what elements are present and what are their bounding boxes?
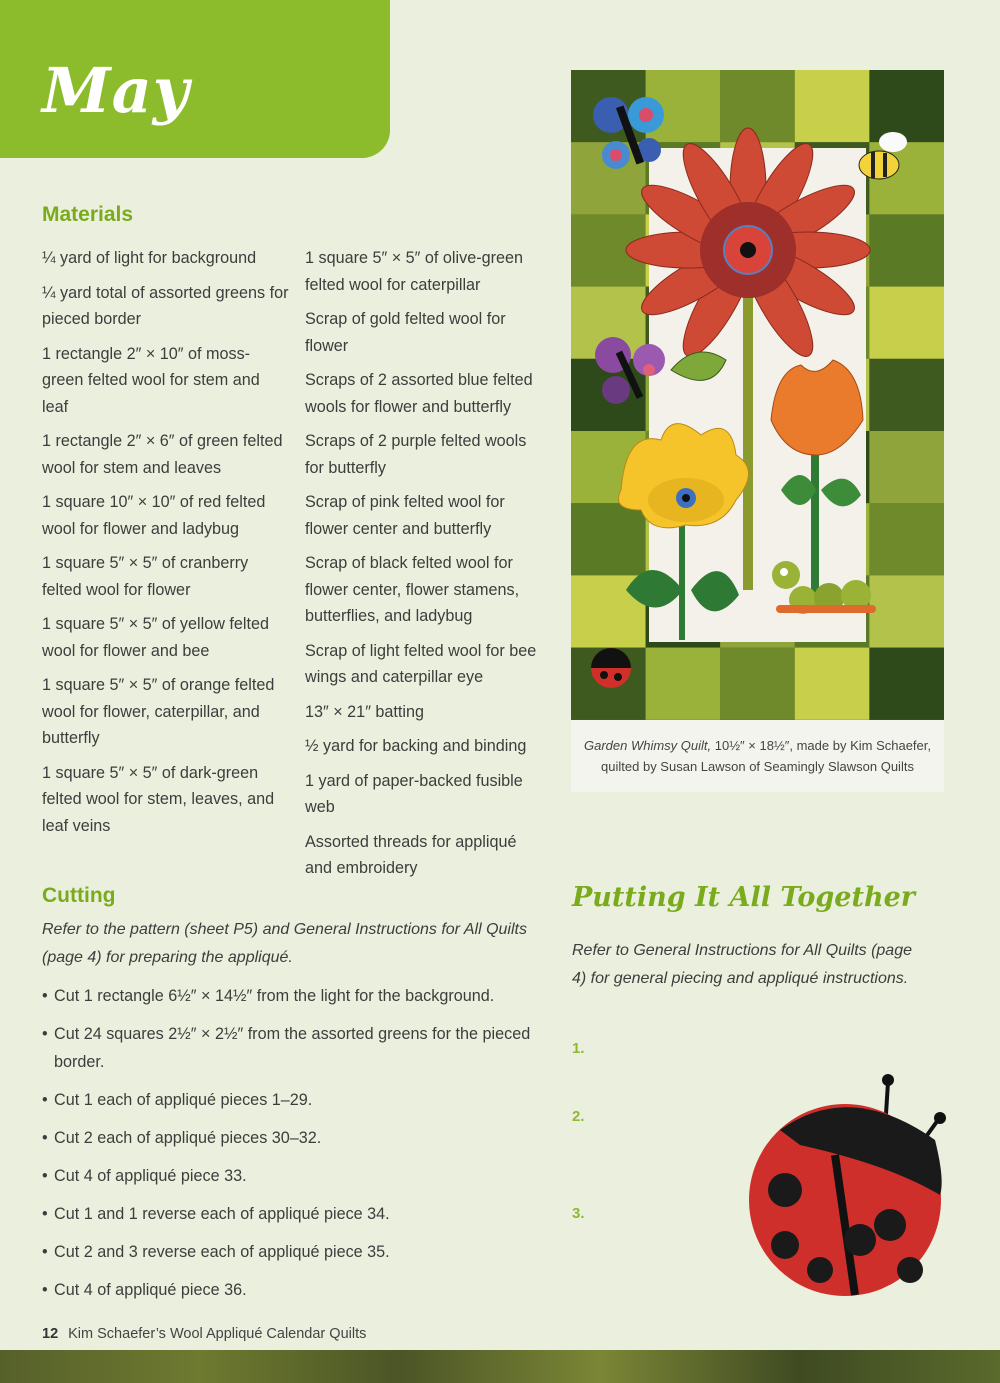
step-1: 1. [572,1040,585,1057]
materials-list-right [305,245,545,890]
material-item: Scrap of light felted wool for bee wings and caterpillar eye [305,641,537,686]
month-title: May [42,54,190,127]
together-intro: Refer to General Instructions for All Quilts (page 4) for general piecing and appliqué instructions. [572,942,912,987]
materials-heading: Materials [42,203,134,226]
cutting-item: • Cut 4 of appliqué piece 33. [42,1162,542,1190]
material-item: Scrap of black felted wool for flower center, flower stamens, butterflies, and ladybug [305,554,520,625]
cutting-item: • Cut 1 and 1 reverse each of appliqué piece 34. [42,1200,542,1228]
material-item: ¼ yard total of assorted greens for pieced border [42,283,289,328]
step-2: 2. [572,1108,585,1125]
book-title: Kim Schaefer’s Wool Appliqué Calendar Quilts [68,1326,367,1342]
material-item: Assorted threads for appliqué and embroidery [305,832,517,877]
quilt-illustration [571,70,944,720]
page-footer [42,1326,366,1342]
material-item: 1 square 5″ × 5″ of cranberry felted wool for flower [42,554,249,599]
material-item: 1 square 5″ × 5″ of yellow felted wool for flower and bee [42,615,269,660]
cutting-item: • Cut 24 squares 2½″ × 2½″ from the assorted greens for the pieced border. [42,1020,542,1076]
cutting-item: • Cut 2 and 3 reverse each of appliqué piece 35. [42,1238,542,1266]
quilt-photo-card [571,70,944,792]
material-item: 13″ × 21″ batting [305,702,425,721]
cutting-item: • Cut 4 of appliqué piece 36. [42,1276,542,1304]
month-tab [0,0,390,158]
material-item: 1 square 5″ × 5″ of olive-green felted wool for caterpillar [305,249,523,294]
cutting-item: • Cut 1 rectangle 6½″ × 14½″ from the light for the background. [42,982,542,1010]
step-3: 3. [572,1205,585,1222]
cutting-heading: Cutting [42,884,116,907]
cutting-list [42,982,542,1314]
material-item: ½ yard for backing and binding [305,737,527,755]
material-item: 1 yard of paper-backed fusible web [305,771,523,816]
cutting-intro: Refer to the pattern (sheet P5) and General Instructions for All Quilts (page 4) for preparing the appliqué. [42,921,527,966]
material-item: Scraps of 2 purple felted wools for butterfly [305,432,527,477]
material-item: Scrap of gold felted wool for flower [305,310,506,355]
bottom-photo-strip [0,1350,1000,1383]
quilt-photo [571,70,944,720]
material-item: 1 square 5″ × 5″ of dark-green felted wool for stem, leaves, and leaf veins [42,763,275,835]
cutting-item: • Cut 2 each of appliqué pieces 30–32. [42,1124,542,1152]
photo-caption: Garden Whimsy Quilt, 10½″ × 18½″, made by Kim Schaefer, quilted by Susan Lawson of Seamingly Slawson Quilts [583,738,931,774]
cutting-item: • Cut 1 each of appliqué pieces 1–29. [42,1086,542,1114]
material-item: 1 square 5″ × 5″ of orange felted wool for flower, caterpillar, and butterfly [42,676,275,747]
material-item: Scraps of 2 assorted blue felted wools for flower and butterfly [305,371,533,416]
materials-list-left [42,245,290,847]
material-item: 1 square 10″ × 10″ of red felted wool for flower and ladybug [42,493,266,538]
material-item: Scrap of pink felted wool for flower center and butterfly [305,493,505,538]
page-number: 12 [42,1326,59,1342]
ladybug-illustration [740,1070,950,1300]
material-item: 1 rectangle 2″ × 6″ of green felted wool for stem and leaves [42,432,283,477]
putting-it-all-together-heading: Putting It All Together [572,882,915,913]
material-item: ¼ yard of light for background [42,249,257,267]
material-item: 1 rectangle 2″ × 10″ of moss-green felted wool for stem and leaf [42,344,260,416]
